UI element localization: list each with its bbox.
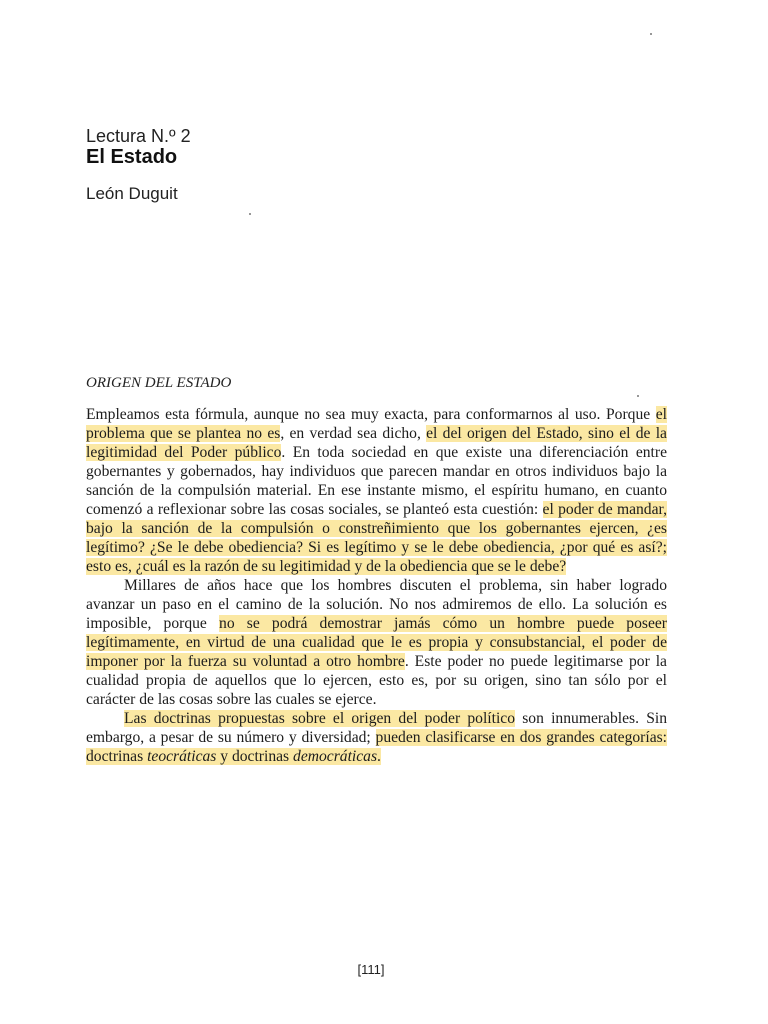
scan-speck [249,213,251,215]
highlighted-text: el poder de mandar, bajo la sanción de la compulsión o constreñimiento que los gobernantes ejercen, ¿es legítimo? ¿Se le debe obediencia? Si es legítimo y se le debe obediencia, ¿por qué es así?; esto es, ¿cuál es la razón de su legitimidad y de la obediencia que se le debe? [86,501,667,575]
author-name: León Duguit [86,184,178,203]
scan-speck [650,33,652,35]
highlighted-text: . [377,748,381,765]
highlighted-text: no se podrá demostrar jamás cómo un hombre puede poseer legítimamente, en virtud de una cualidad que le es propia y consubstancial, el poder de imponer por la fuerza su voluntad a otro hombre [86,615,667,670]
highlighted-text: pueden clasificarse en dos grandes categorías: doctrinas [86,729,668,765]
reading-label: Lectura N.º 2 [86,126,191,146]
highlighted-text: el del origen del Estado, sino el de la legitimidad del Poder público [86,425,667,461]
highlighted-text: y doctrinas [216,748,294,765]
highlighted-text: Las doctrinas propuestas sobre el origen del poder político [124,710,516,727]
paragraph-2-text: . Este poder no puede legitimarse por la cualidad propia de aquellos que lo ejercen, esto es, por su origen, sino tan sólo por el carácter de las cosas sobre las cuales se ejerce. [86,653,667,708]
body-text [86,405,667,766]
highlighted-italic-text: democráticas [293,748,378,765]
paragraph-2-text: Millares de años hace que los hombres discuten el problema, sin haber logrado avanzar un paso en el camino de la solución. No nos admiremos de ello. La solución es imposible, porque [86,577,667,632]
scan-speck [637,395,639,397]
paragraph-3 [86,709,667,766]
paragraph-1-text: Empleamos esta fórmula, aunque no sea muy exacta, para conformarnos al uso. Porque [86,406,656,423]
paragraph-1-text: , en verdad sea dicho, [280,425,427,442]
section-heading: ORIGEN DEL ESTADO [86,375,232,391]
paragraph-2 [86,576,667,709]
chapter-title: El Estado [86,146,178,168]
highlighted-italic-text: teocráticas [147,748,217,765]
highlighted-text: el problema que se plantea no es [86,406,667,442]
paragraph-1-text: . En toda sociedad en que existe una diferenciación entre gobernantes y gobernados, hay individuos que parecen mandar en otros individuos bajo la sanción de la compulsión material. En ese instante mismo, el espíritu humano, en cuanto comenzó a reflexionar sobre las cosas sociales, se planteó esta cuestión: [86,444,667,518]
paragraph-3-text: son innumerables. Sin embargo, a pesar de su número y diversidad; [86,710,667,746]
page-number: [111] [357,962,385,977]
paragraph-1 [86,405,667,576]
